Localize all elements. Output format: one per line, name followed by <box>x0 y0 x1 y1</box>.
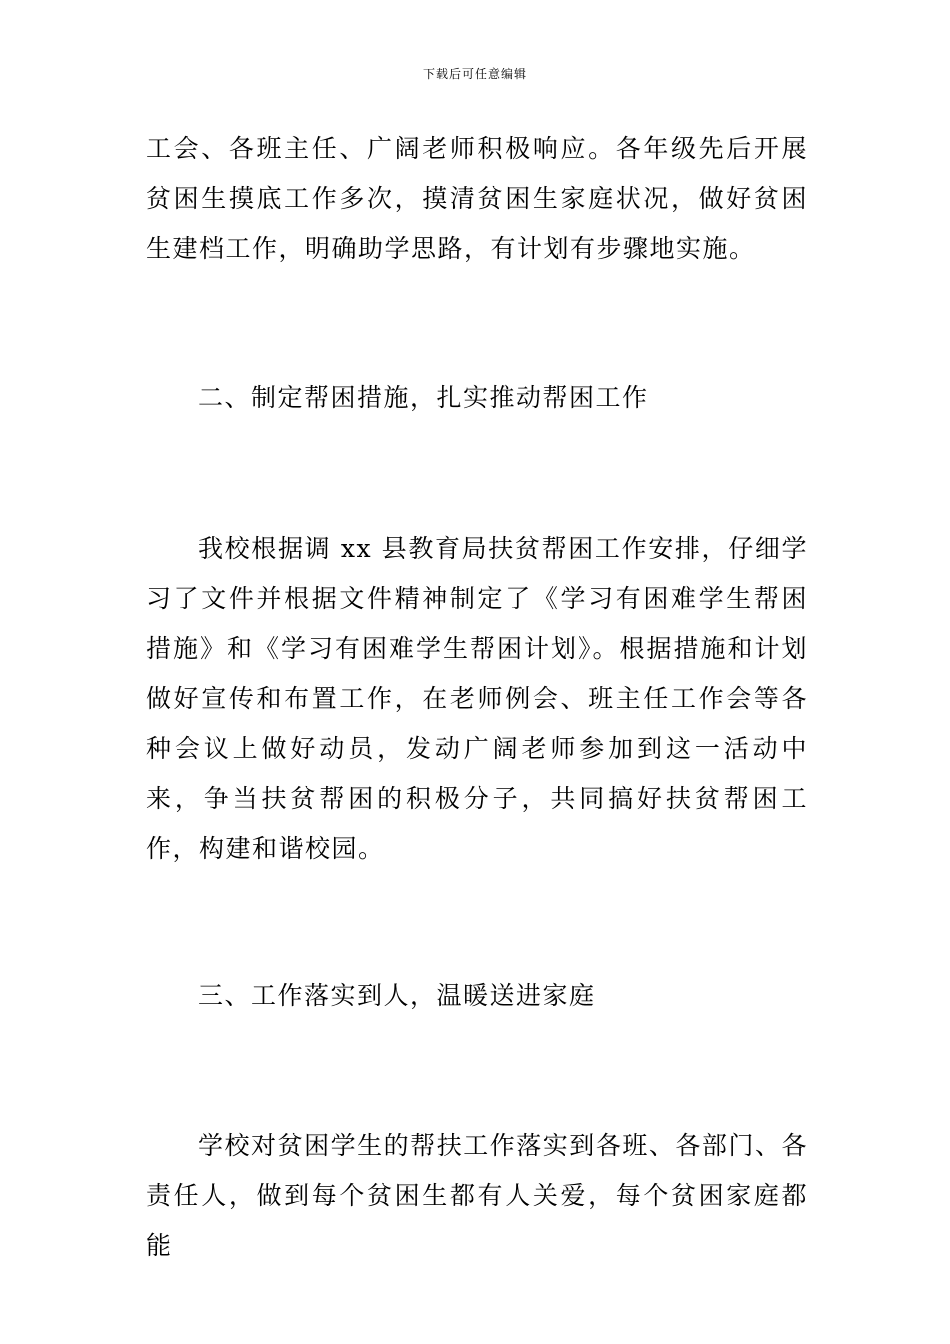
section-heading-3: 三、工作落实到人，温暖送进家庭 <box>198 981 596 1010</box>
page-header-note: 下载后可任意编辑 <box>422 67 527 81</box>
paragraph-block <box>146 124 808 274</box>
paragraph-block <box>146 524 808 874</box>
section-heading-block <box>146 373 808 423</box>
section-heading-block <box>146 971 808 1021</box>
paragraph-measures: 我校根据调 xx 县教育局扶贫帮困工作安排，仔细学习了文件并根据文件精神制定了《学习有困难学生帮困措施》和《学习有困难学生帮困计划》。根据措施和计划做好宣传和布置工作，在老师例会、班主任工作会等各种会议上做好动员，发动广阔老师参加到这一活动中来，争当扶贫帮困的积极分子，共同搞好扶贫帮困工作，构建和谐校园。 <box>146 534 808 863</box>
section-heading-2: 二、制定帮困措施，扎实推动帮困工作 <box>198 383 649 412</box>
paragraph-implementation: 学校对贫困学生的帮扶工作落实到各班、各部门、各责任人，做到每个贫困生都有人关爱，每个贫困家庭都能 <box>146 1131 808 1260</box>
paragraph-block <box>146 1121 808 1271</box>
paragraph-continued: 工会、各班主任、广阔老师积极响应。各年级先后开展贫困生摸底工作多次，摸清贫困生家庭状况，做好贫困生建档工作，明确助学思路，有计划有步骤地实施。 <box>146 134 808 263</box>
